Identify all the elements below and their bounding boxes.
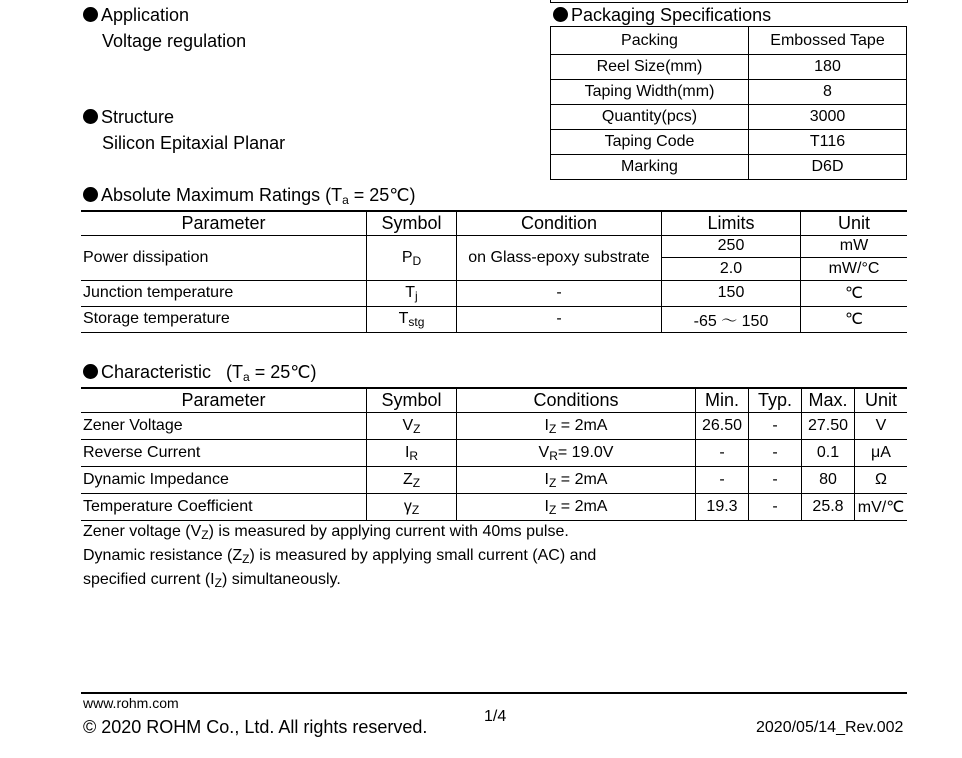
bullet-icon	[83, 109, 98, 124]
cell-condition: -	[457, 306, 662, 332]
header-min: Min.	[696, 388, 749, 412]
packaging-label: Quantity(pcs)	[551, 105, 749, 130]
header-symbol: Symbol	[367, 388, 457, 412]
cell-unit: mW	[801, 235, 908, 257]
cell-limit: 2.0	[662, 257, 801, 280]
header-typ: Typ.	[749, 388, 802, 412]
table-row	[81, 235, 907, 257]
cond-sub: Z	[548, 475, 557, 490]
cell-parameter: Power dissipation	[81, 235, 367, 280]
symbol-sub: stg	[408, 315, 425, 329]
cell-max: 27.50	[802, 412, 855, 439]
cell-parameter: Dynamic Impedance	[81, 466, 367, 493]
note-sub: Z	[242, 552, 250, 566]
packaging-value: D6D	[749, 155, 907, 180]
cell-symbol	[367, 493, 457, 520]
cell-unit: ℃	[801, 280, 908, 306]
header-limits: Limits	[662, 211, 801, 235]
cell-symbol	[367, 412, 457, 439]
footer-copyright: © 2020 ROHM Co., Ltd. All rights reserved.	[83, 717, 428, 737]
characteristic-heading	[83, 362, 316, 383]
cell-symbol	[367, 466, 457, 493]
cell-limit: 150	[662, 280, 801, 306]
symbol-main: Z	[402, 470, 413, 488]
note-line-3	[83, 571, 341, 589]
cond-post: = 2mA	[556, 497, 608, 515]
packaging-value: 8	[749, 80, 907, 105]
cell-max: 25.8	[802, 493, 855, 520]
symbol-main: I	[404, 443, 410, 461]
symbol-sub: Z	[412, 475, 421, 490]
header-symbol: Symbol	[367, 211, 457, 235]
char-title-prefix: Characteristic (T	[101, 362, 244, 382]
packaging-value: 3000	[749, 105, 907, 130]
note-text: ) is measured by applying current with 40ms pulse.	[208, 523, 569, 540]
packaging-value: 180	[749, 55, 907, 80]
table-row	[81, 412, 907, 439]
cell-max: 0.1	[802, 439, 855, 466]
cell-unit: V	[855, 412, 908, 439]
note-text: specified current (I	[83, 571, 215, 588]
note-text: Dynamic resistance (Z	[83, 547, 243, 564]
table-row	[551, 130, 907, 155]
cell-min: 26.50	[696, 412, 749, 439]
cell-unit: mV/℃	[855, 493, 908, 520]
cell-typ: -	[749, 466, 802, 493]
symbol-main: P	[401, 248, 413, 266]
abs-max-title-sub: a	[342, 193, 349, 207]
char-title-sub: a	[243, 370, 250, 384]
cell-parameter: Storage temperature	[81, 306, 367, 332]
cell-typ: -	[749, 412, 802, 439]
characteristic-table	[81, 387, 907, 521]
cell-conditions	[457, 466, 696, 493]
bullet-icon	[83, 364, 98, 379]
cell-condition: on Glass-epoxy substrate	[457, 235, 662, 280]
packaging-value: Embossed Tape	[749, 27, 907, 55]
cell-symbol	[367, 280, 457, 306]
cond-sub: R	[549, 448, 558, 463]
table-row	[81, 211, 907, 235]
application-heading	[83, 5, 189, 26]
header-conditions: Conditions	[457, 388, 696, 412]
cell-typ: -	[749, 439, 802, 466]
table-row	[81, 306, 907, 332]
cell-conditions	[457, 439, 696, 466]
cell-symbol	[367, 439, 457, 466]
cell-min: 19.3	[696, 493, 749, 520]
header-parameter: Parameter	[81, 211, 367, 235]
note-sub: Z	[214, 576, 222, 590]
structure-value: Silicon Epitaxial Planar	[102, 133, 286, 153]
cell-max: 80	[802, 466, 855, 493]
symbol-sub: Z	[411, 502, 420, 517]
table-row	[81, 280, 907, 306]
footer-url[interactable]: www.rohm.com	[83, 695, 179, 711]
packaging-label: Taping Width(mm)	[551, 80, 749, 105]
table-row	[81, 493, 907, 520]
cell-symbol	[367, 235, 457, 280]
cell-unit: Ω	[855, 466, 908, 493]
note-line-1	[83, 523, 569, 541]
cond-sub: Z	[548, 502, 557, 517]
table-row	[551, 155, 907, 180]
abs-max-table	[81, 210, 907, 333]
cond-main: I	[544, 497, 549, 515]
application-value: Voltage regulation	[102, 31, 247, 51]
packaging-value: T116	[749, 130, 907, 155]
note-text: ) is measured by applying small current (AC) and	[249, 547, 597, 564]
bullet-icon	[83, 7, 98, 22]
header-parameter: Parameter	[81, 388, 367, 412]
cell-unit: mW/°C	[801, 257, 908, 280]
char-title-suffix: = 25℃)	[249, 362, 317, 382]
packaging-heading	[553, 5, 771, 26]
symbol-sub: R	[409, 448, 419, 463]
cond-main: V	[538, 443, 550, 461]
packaging-label: Reel Size(mm)	[551, 55, 749, 80]
cell-min: -	[696, 466, 749, 493]
footer-revision: 2020/05/14_Rev.002	[756, 719, 904, 736]
symbol-main: V	[402, 416, 414, 434]
packaging-label: Packing	[551, 27, 749, 55]
note-text: ) simultaneously.	[221, 571, 341, 588]
symbol-sub: Z	[413, 421, 421, 436]
header-unit: Unit	[855, 388, 908, 412]
cell-parameter: Temperature Coefficient	[81, 493, 367, 520]
cell-symbol	[367, 306, 457, 332]
header-condition: Condition	[457, 211, 662, 235]
footer-page-number: 1/4	[484, 708, 507, 725]
footer-rule	[81, 692, 907, 694]
cond-main: I	[544, 470, 549, 488]
symbol-sub: D	[412, 253, 422, 268]
cell-typ: -	[749, 493, 802, 520]
bullet-icon	[553, 7, 568, 22]
abs-max-title	[101, 185, 416, 205]
cell-parameter: Junction temperature	[81, 280, 367, 306]
cell-unit: μA	[855, 439, 908, 466]
cell-limit: 250	[662, 235, 801, 257]
table-row	[551, 105, 907, 130]
table-row	[81, 388, 907, 412]
cond-sub: Z	[548, 421, 557, 436]
table-row	[551, 55, 907, 80]
cell-min: -	[696, 439, 749, 466]
cond-main: I	[544, 416, 549, 434]
structure-title: Structure	[101, 107, 175, 127]
packaging-table	[550, 26, 907, 180]
symbol-main: T	[398, 310, 409, 327]
characteristic-title	[101, 362, 316, 382]
bullet-icon	[83, 187, 98, 202]
cell-unit: ℃	[801, 306, 908, 332]
packaging-title: Packaging Specifications	[571, 5, 772, 25]
top-rule	[550, 0, 908, 3]
abs-max-title-suffix: = 25℃)	[348, 185, 416, 205]
application-title: Application	[101, 5, 190, 25]
symbol-main: T	[405, 284, 416, 301]
cell-limit: -65 ～ 150	[662, 306, 801, 332]
cond-post: = 2mA	[556, 416, 608, 434]
abs-max-heading	[83, 185, 416, 206]
cell-parameter: Zener Voltage	[81, 412, 367, 439]
note-text: Zener voltage (V	[83, 523, 202, 540]
symbol-sub: j	[415, 289, 418, 303]
cell-conditions	[457, 493, 696, 520]
table-row	[81, 439, 907, 466]
cond-post: = 2mA	[556, 470, 608, 488]
note-line-2	[83, 547, 596, 565]
cell-conditions	[457, 412, 696, 439]
header-unit: Unit	[801, 211, 908, 235]
packaging-label: Marking	[551, 155, 749, 180]
cell-parameter: Reverse Current	[81, 439, 367, 466]
table-row	[551, 80, 907, 105]
abs-max-title-prefix: Absolute Maximum Ratings (T	[101, 185, 343, 205]
structure-heading	[83, 107, 174, 128]
packaging-label: Taping Code	[551, 130, 749, 155]
table-row	[551, 27, 907, 55]
symbol-main: γ	[403, 497, 412, 515]
note-sub: Z	[201, 528, 209, 542]
table-row	[81, 466, 907, 493]
cell-condition: -	[457, 280, 662, 306]
cond-post: = 19.0V	[557, 443, 614, 461]
header-max: Max.	[802, 388, 855, 412]
